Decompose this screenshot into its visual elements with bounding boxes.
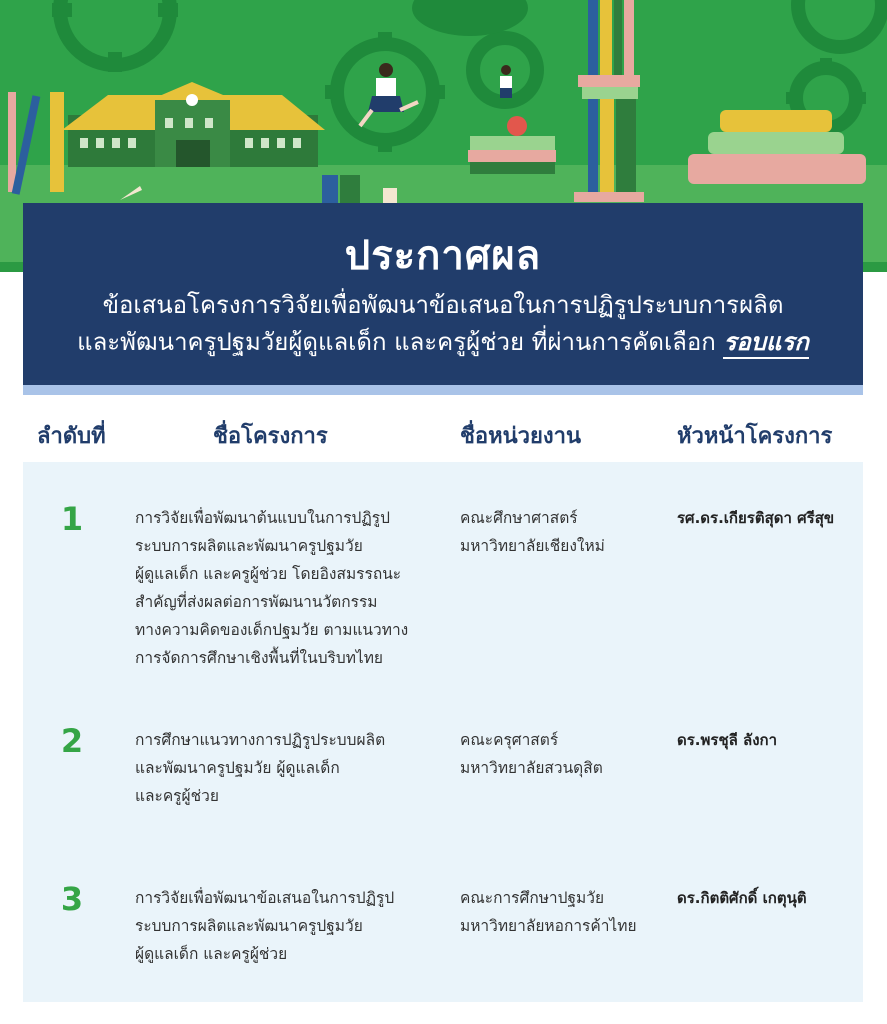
column-header-organization: ชื่อหน่วยงาน [460,424,582,449]
column-header-project: ชื่อโครงการ [213,424,328,449]
student-figure-icon [500,65,512,98]
gear-icon [798,0,882,47]
page-title: ประกาศผล [344,233,542,279]
table-header [23,408,863,460]
first-round-highlight: รอบแรก [723,328,808,359]
apple-icon [507,116,527,136]
organization-line: คณะศึกษาศาสตร์ [460,509,578,527]
organization-line: คณะการศึกษาปฐมวัย [460,889,605,907]
subtitle-line-2 [23,324,863,361]
project-name [135,884,435,968]
column-header-leader: หัวหน้าโครงการ [677,424,833,449]
project-line: ทางความคิดของเด็กปฐมวัย ตามแนวทาง [135,621,409,639]
announcement-title-box [23,203,863,385]
project-line: และพัฒนาครูปฐมวัย ผู้ดูแลเด็ก [135,759,340,777]
project-line: ผู้ดูแลเด็ก และครูผู้ช่วย [135,945,288,963]
organization-line: มหาวิทยาลัยสวนดุสิต [460,759,603,777]
project-line: และครูผู้ช่วย [135,787,219,805]
project-line: การจัดการศึกษาเชิงพื้นที่ในบริบทไทย [135,649,384,667]
organization-name [460,504,660,560]
project-line: สำคัญที่ส่งผลต่อการพัฒนานวัตกรรม [135,593,378,611]
page-subtitle [23,287,863,361]
school-building-icon [62,82,325,167]
project-line: การศึกษาแนวทางการปฏิรูประบบผลิต [135,731,386,749]
organization-name [460,884,660,940]
project-line: ระบบการผลิตและพัฒนาครูปฐมวัย [135,917,363,935]
organization-line: มหาวิทยาลัยเชียงใหม่ [460,537,605,555]
project-leader: รศ.ดร.เกียรติสุดา ศรีสุข [677,509,835,527]
organization-line: มหาวิทยาลัยหอการค้าไทย [460,917,637,935]
subtitle-line-1: ข้อเสนอโครงการวิจัยเพื่อพัฒนาข้อเสนอในการปฏิรูประบบการผลิต [102,291,784,319]
row-number: 1 [60,500,84,538]
row-number: 3 [60,880,84,918]
organization-name [460,726,660,782]
project-name [135,504,435,672]
title-stripe [23,385,863,395]
project-line: การวิจัยเพื่อพัฒนาต้นแบบในการปฏิรูป [135,509,390,527]
project-line: การวิจัยเพื่อพัฒนาข้อเสนอในการปฏิรูป [135,889,395,907]
project-leader: ดร.กิตติศักดิ์ เกตุนุติ [677,889,807,907]
column-header-number: ลำดับที่ [37,424,106,449]
organization-line: คณะครุศาสตร์ [460,731,559,749]
project-name [135,726,435,810]
project-line: ผู้ดูแลเด็ก และครูผู้ช่วย โดยอิงสมรรถนะ [135,565,402,583]
project-leader: ดร.พรชุลี ลังกา [677,731,778,749]
results-table [23,462,863,1002]
student-figure-icon [360,63,418,126]
subtitle-line-2-text: และพัฒนาครูปฐมวัยผู้ดูแลเด็ก และครูผู้ช่วย ที่ผ่านการคัดเลือก [77,328,724,356]
project-line: ระบบการผลิตและพัฒนาครูปฐมวัย [135,537,363,555]
row-number: 2 [60,722,84,760]
